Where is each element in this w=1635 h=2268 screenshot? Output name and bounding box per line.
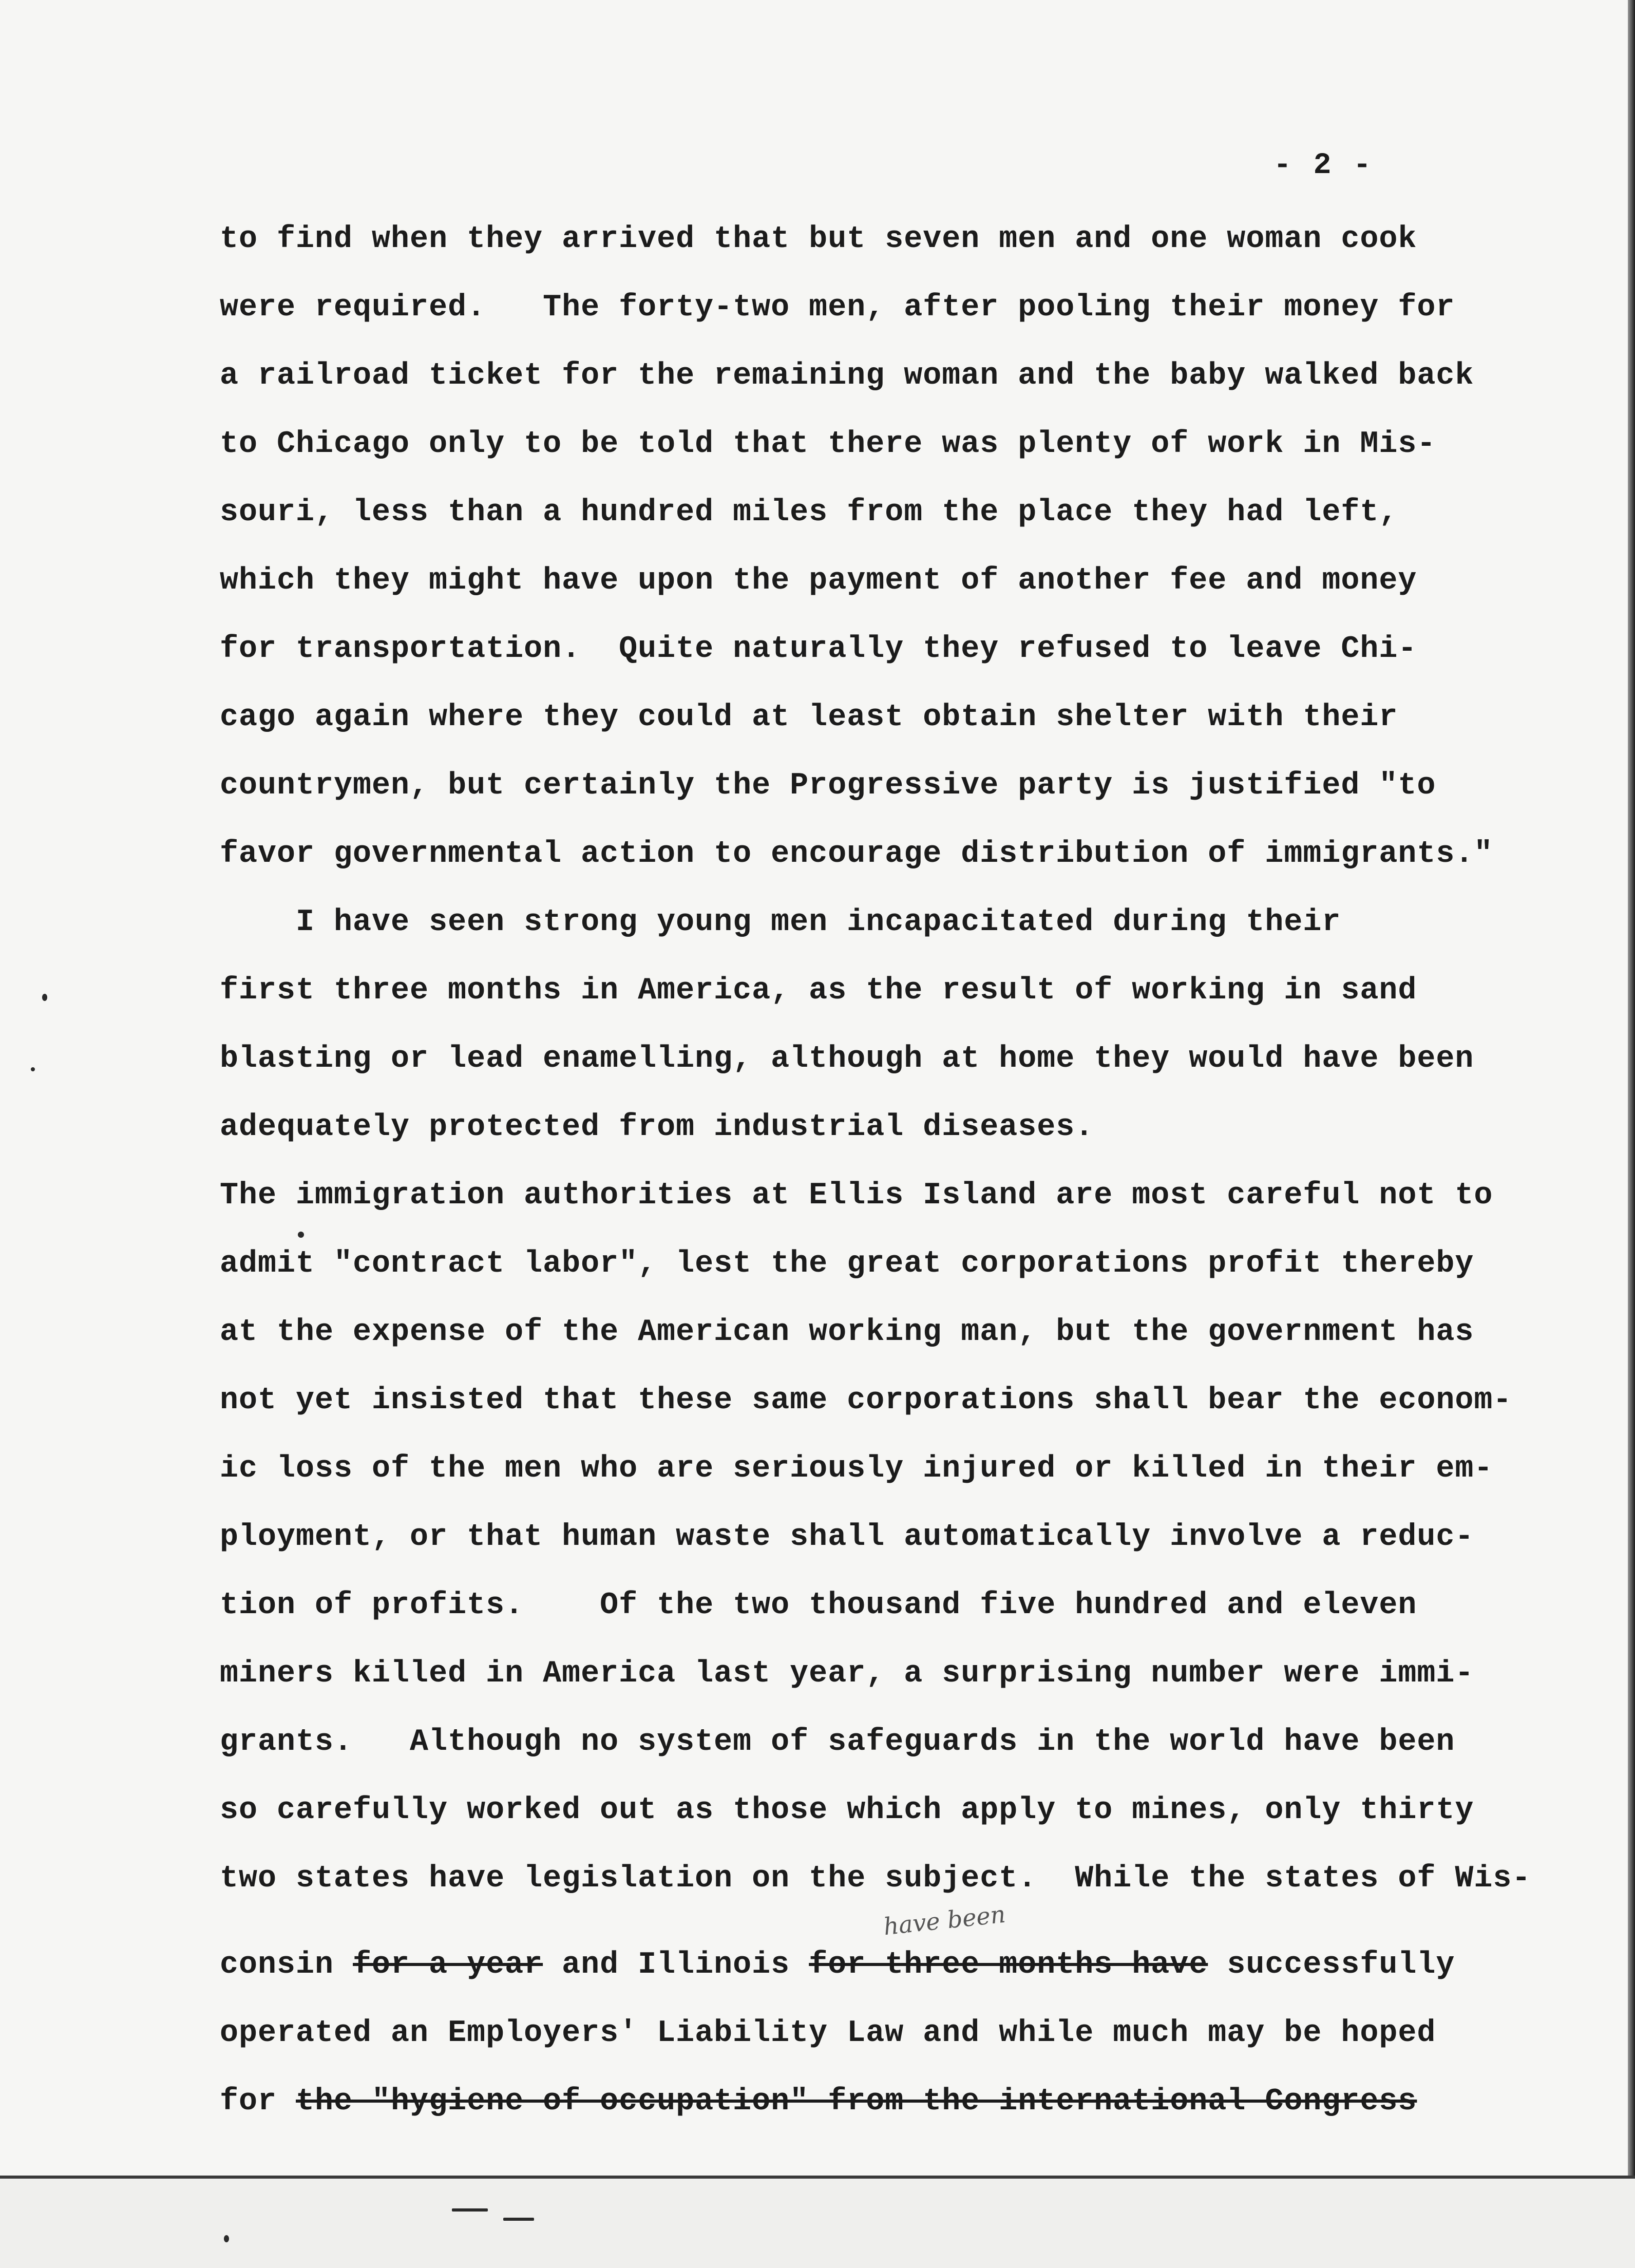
text-line: not yet insisted that these same corporations shall bear the econom- xyxy=(220,1383,1512,1418)
text-line: countrymen, but certainly the Progressive party is justified "to xyxy=(220,768,1436,803)
scan-speck xyxy=(42,994,47,1001)
line-segment: successfully xyxy=(1208,1948,1455,1982)
line-segment: for xyxy=(220,2084,296,2119)
struck-text: the "hygiene of occupation" from the international Congress xyxy=(296,2084,1417,2119)
scan-speck xyxy=(224,2235,229,2242)
text-line: for transportation. Quite naturally they refused to leave Chi- xyxy=(220,632,1417,667)
text-line: operated an Employers' Liability Law and while much may be hoped xyxy=(220,2016,1436,2051)
text-line: which they might have upon the payment of another fee and money xyxy=(220,563,1417,598)
text-line: adequately protected from industrial diseases. xyxy=(220,1110,1094,1145)
scan-margin xyxy=(0,2179,1635,2268)
text-line xyxy=(220,1946,1455,1983)
text-line: admit "contract labor", lest the great corporations profit thereby xyxy=(220,1246,1474,1281)
text-line: The immigration authorities at Ellis Island are most careful not to xyxy=(220,1178,1493,1213)
text-line: ployment, or that human waste shall automatically involve a reduc- xyxy=(220,1520,1474,1555)
text-line: cago again where they could at least obtain shelter with their xyxy=(220,700,1398,735)
text-line: at the expense of the American working man, but the government has xyxy=(220,1315,1474,1350)
scan-speck xyxy=(298,1232,304,1238)
handwritten-note: have been xyxy=(882,1900,1007,1941)
scan-speck xyxy=(31,1067,35,1071)
text-line: miners killed in America last year, a surprising number were immi- xyxy=(220,1656,1474,1691)
text-line: so carefully worked out as those which apply to mines, only thirty xyxy=(220,1793,1474,1828)
line-segment: consin xyxy=(220,1948,353,1982)
text-line: to Chicago only to be told that there was plenty of work in Mis- xyxy=(220,427,1436,462)
text-line: a railroad ticket for the remaining woman and the baby walked back xyxy=(220,358,1474,393)
text-line: blasting or lead enamelling, although at home they would have been xyxy=(220,1042,1474,1076)
page-edge-shadow xyxy=(1628,0,1635,2268)
text-line: tion of profits. Of the two thousand five hundred and eleven xyxy=(220,1588,1417,1623)
text-line: two states have legislation on the subject. While the states of Wis- xyxy=(220,1861,1531,1896)
text-line: first three months in America, as the result of working in sand xyxy=(220,973,1417,1008)
text-line xyxy=(220,2083,1417,2120)
scan-speck xyxy=(503,2218,534,2221)
text-line: favor governmental action to encourage distribution of immigrants." xyxy=(220,837,1493,872)
struck-text: for a year xyxy=(353,1948,543,1982)
text-line: grants. Although no system of safeguards in the world have been xyxy=(220,1725,1455,1760)
text-line: were required. The forty-two men, after pooling their money for xyxy=(220,290,1455,325)
text-line: I have seen strong young men incapacitated during their xyxy=(220,905,1341,940)
page-number: - 2 - xyxy=(1273,149,1374,182)
text-line: souri, less than a hundred miles from the place they had left, xyxy=(220,495,1398,530)
scan-speck xyxy=(452,2208,488,2212)
struck-text: for three months have xyxy=(809,1948,1208,1982)
line-segment: and Illinois xyxy=(543,1948,809,1982)
text-line: ic loss of the men who are seriously injured or killed in their em- xyxy=(220,1451,1493,1486)
text-line: to find when they arrived that but seven men and one woman cook xyxy=(220,222,1417,257)
